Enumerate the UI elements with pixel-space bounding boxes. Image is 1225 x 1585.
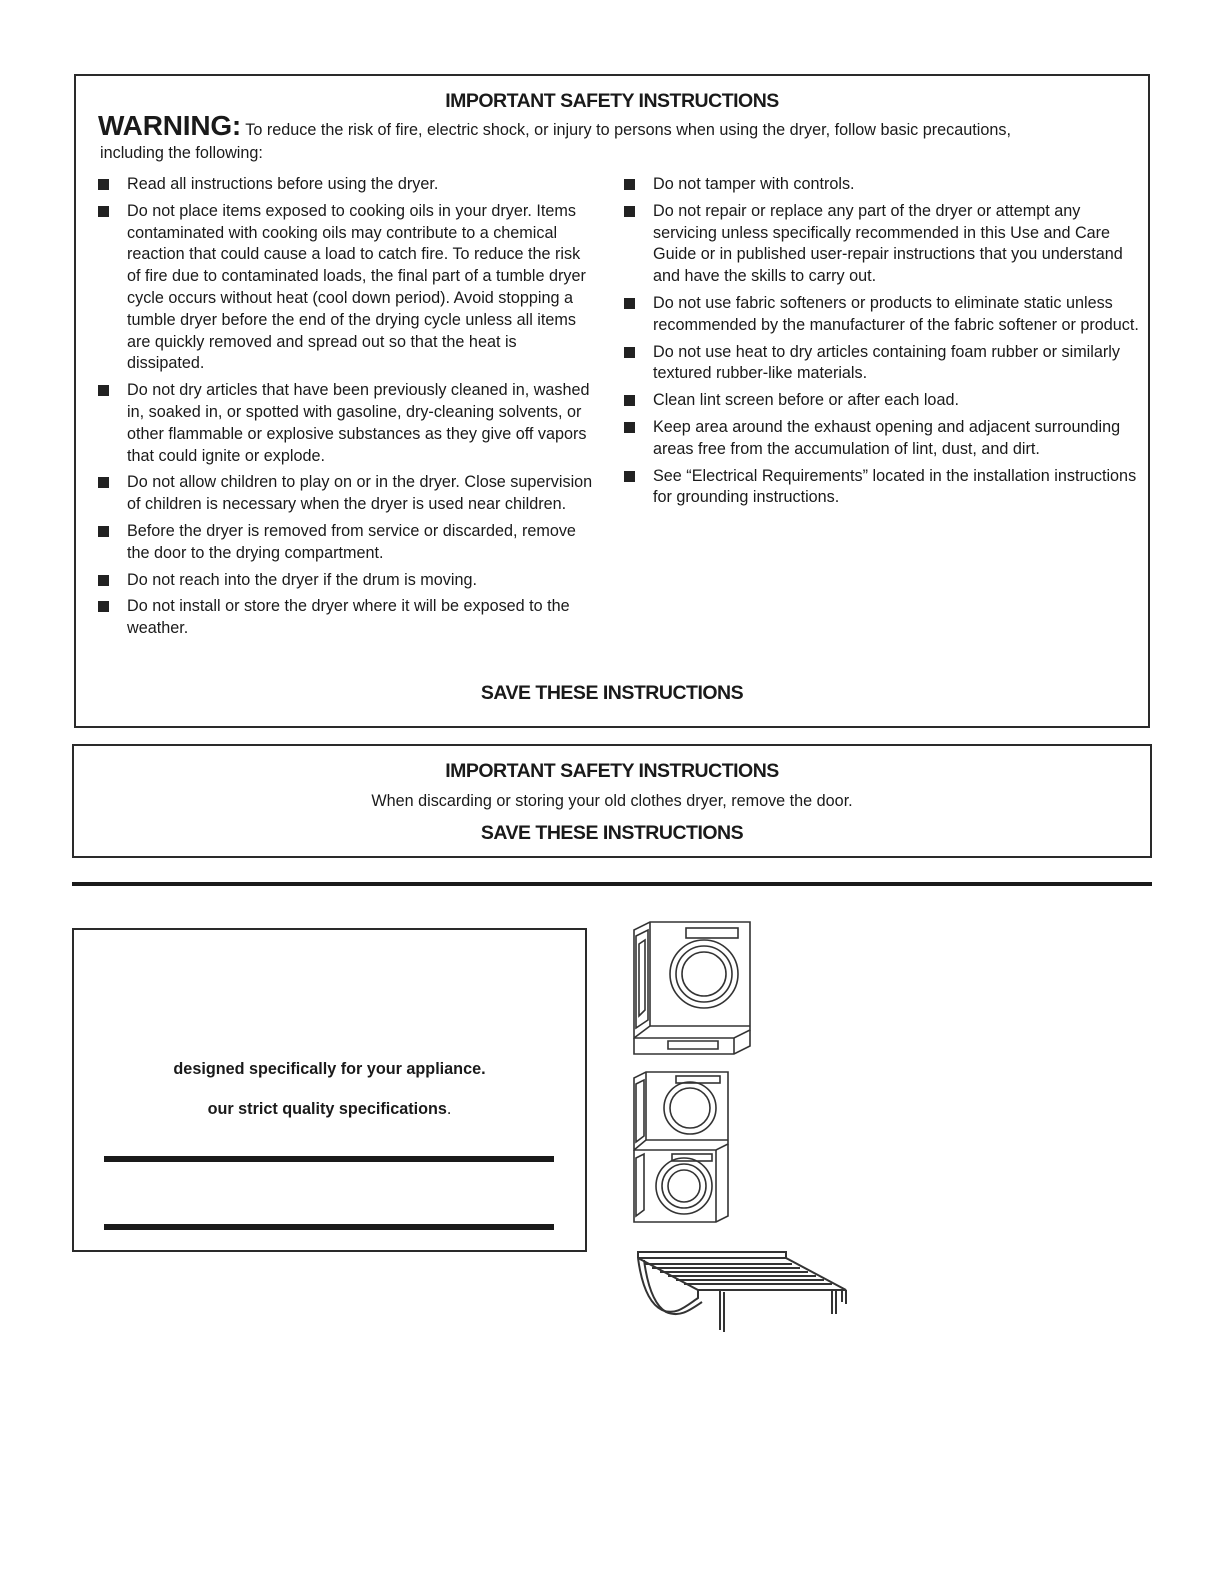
warning-label: WARNING: <box>98 110 242 141</box>
stacked-washer-dryer-icon <box>632 1070 732 1226</box>
list-item: Do not dry articles that have been previously cleaned in, washed in, soaked in, or spotted with gasoline, dry-cleaning solvents, or other flammable or explosive substances as they give off vapors that could ignite or explode. <box>98 380 598 467</box>
door-box-footer: SAVE THESE INSTRUCTIONS <box>480 822 744 844</box>
list-item: Keep area around the exhaust opening and adjacent surrounding areas free from the accumulation of lint, dust, and dirt. <box>624 417 1144 461</box>
parts-line-1: designed specifically for your appliance. <box>173 1060 486 1078</box>
bullet-icon <box>98 526 109 537</box>
save-instructions-footer: SAVE THESE INSTRUCTIONS <box>480 682 744 704</box>
bullet-icon <box>98 575 109 586</box>
bullet-icon <box>98 385 109 396</box>
bullet-icon <box>624 395 635 406</box>
safety-heading: IMPORTANT SAFETY INSTRUCTIONS <box>445 90 779 112</box>
pedestal-dryer-icon <box>632 920 762 1058</box>
parts-info-box <box>72 928 587 1252</box>
list-item: Do not repair or replace any part of the dryer or attempt any servicing unless specifically recommended in this Use and Care Guide or in published user-repair instructions that you understand and have the skills to carry out. <box>624 201 1144 288</box>
section-divider <box>72 882 1152 886</box>
list-item: Before the dryer is removed from service or discarded, remove the door to the drying compartment. <box>98 521 598 565</box>
bullet-icon <box>624 206 635 217</box>
warning-text: To reduce the risk of fire, electric shock, or injury to persons when using the dryer, follow basic precautions, <box>245 121 1011 139</box>
bullet-icon <box>624 422 635 433</box>
parts-rule-bottom <box>104 1224 554 1230</box>
bullet-icon <box>98 601 109 612</box>
list-item: Read all instructions before using the dryer. <box>98 174 598 196</box>
list-item: Do not place items exposed to cooking oils in your dryer. Items contaminated with cooking oils may contribute to a chemical reaction that could cause a load to catch fire. To reduce the risk of fire due to contaminated loads, the final part of a tumble dryer cycle occurs without heat (cool down period). Avoid stopping a tumble dryer before the end of the drying cycle unless all items are quickly removed and spread out so that the heat is dissipated. <box>98 201 598 375</box>
safety-list-right <box>624 174 1144 514</box>
safety-list-left <box>98 174 598 645</box>
list-item: Do not use fabric softeners or products to eliminate static unless recommended by the manufacturer of the fabric softener or product. <box>624 293 1144 337</box>
list-item: Clean lint screen before or after each load. <box>624 390 1144 412</box>
bullet-icon <box>98 179 109 190</box>
list-item: Do not reach into the dryer if the drum is moving. <box>98 570 598 592</box>
bullet-icon <box>98 206 109 217</box>
bullet-icon <box>98 477 109 488</box>
bullet-icon <box>624 298 635 309</box>
door-box-text: When discarding or storing your old clothes dryer, remove the door. <box>371 792 853 810</box>
bullet-icon <box>624 347 635 358</box>
safety-instructions-box <box>74 74 1150 728</box>
warning-line <box>98 110 1138 142</box>
list-item: Do not install or store the dryer where it will be exposed to the weather. <box>98 596 598 640</box>
bullet-icon <box>624 471 635 482</box>
list-item: Do not allow children to play on or in the dryer. Close supervision of children is necessary when the dryer is used near children. <box>98 472 598 516</box>
warning-text-continued: including the following: <box>100 144 263 162</box>
list-item: See “Electrical Requirements” located in the installation instructions for grounding instructions. <box>624 466 1144 510</box>
parts-line-2: our strict quality specifications. <box>207 1100 452 1118</box>
door-box-heading: IMPORTANT SAFETY INSTRUCTIONS <box>445 760 779 782</box>
drying-rack-icon <box>636 1248 852 1336</box>
list-item: Do not tamper with controls. <box>624 174 1144 196</box>
bullet-icon <box>624 179 635 190</box>
door-disposal-box <box>72 744 1152 858</box>
parts-rule-top <box>104 1156 554 1162</box>
list-item: Do not use heat to dry articles containing foam rubber or similarly textured rubber-like materials. <box>624 342 1144 386</box>
